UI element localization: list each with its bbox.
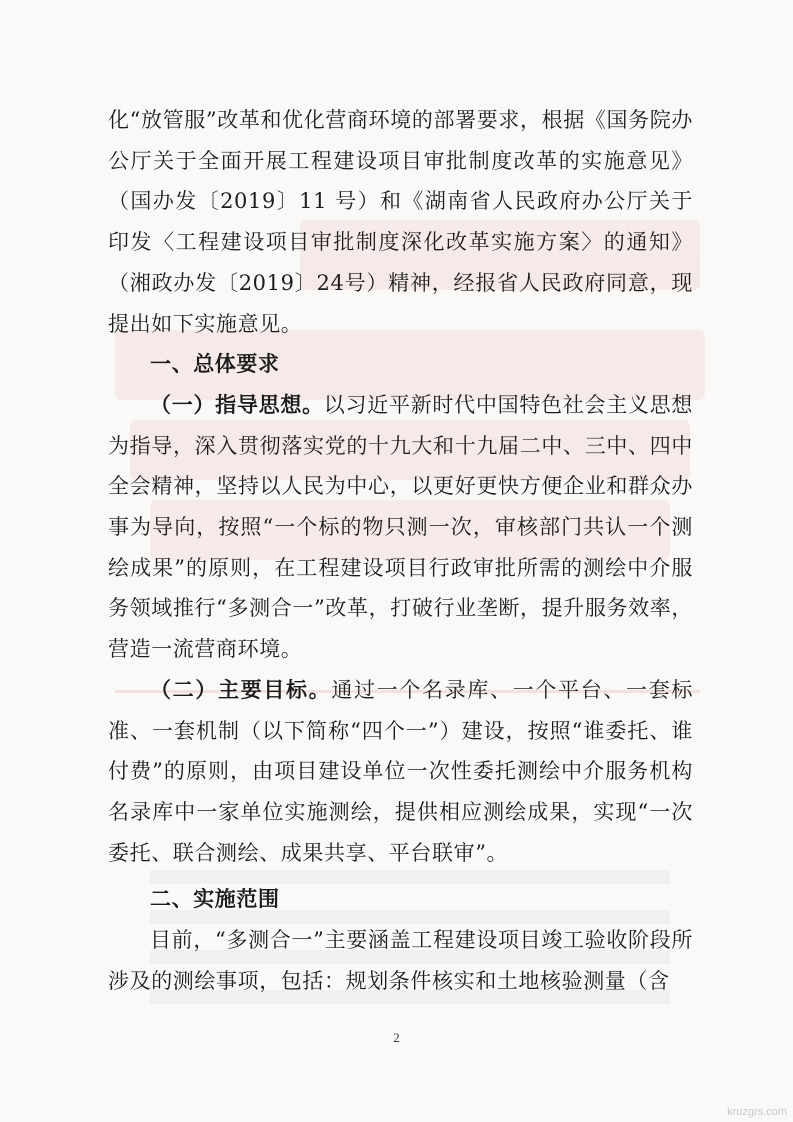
- section-heading-general-requirements: 一、总体要求: [150, 352, 280, 377]
- section-heading-scope: 二、实施范围: [150, 887, 280, 912]
- paragraph-intro: 化“放管服”改革和优化营商环境的部署要求，根据《国务院办公厅关于全面开展工程建设项目审批制度改革的实施意见》（国办发〔2019〕11 号）和《湖南省人民政府办公厅关于印发〈工程建设项目审批制度深化改革实施方案〉的通知》（湘政办发〔2019〕24号）精神，经报省人民政府同意，现提出如下实施意见。: [108, 108, 693, 336]
- subsection-body-main-goals: 通过一个名录库、一个平台、一套标准、一套机制（以下简称“四个一”）建设，按照“谁委托、谁付费”的原则，由项目建设单位一次性委托测绘中介服务机构名录库中一家单位实施测绘，提供相应测绘成果，实现“一次委托、联合测绘、成果共享、平台联审”。: [108, 677, 693, 865]
- paragraph-main-goals: [108, 670, 693, 874]
- subsection-body-guiding-ideology: 以习近平新时代中国特色社会主义思想为指导，深入贯彻落实党的十九大和十九届二中、三中、四中全会精神，坚持以人民为中心，以更好更快方便企业和群众办事为导向，按照“一个标的物只测一次，审核部门共认一个测绘成果”的原则，在工程建设项目行政审批所需的测绘中介服务领域推行“多测合一”改革，打破行业垄断，提升服务效率，营造一流营商环境。: [108, 392, 693, 662]
- paragraph-scope: 目前，“多测合一”主要涵盖工程建设项目竣工验收阶段所涉及的测绘事项，包括：规划条件核实和土地核验测量（含: [108, 928, 693, 993]
- document-body: [108, 100, 693, 1001]
- page-number: 2: [393, 1030, 400, 1045]
- watermark-text: kruzgrs.com: [727, 1106, 787, 1118]
- subsection-title-guiding-ideology: （一）指导思想。: [150, 392, 324, 417]
- subsection-title-main-goals: （二）主要目标。: [150, 677, 332, 702]
- paragraph-guiding-ideology: [108, 385, 693, 670]
